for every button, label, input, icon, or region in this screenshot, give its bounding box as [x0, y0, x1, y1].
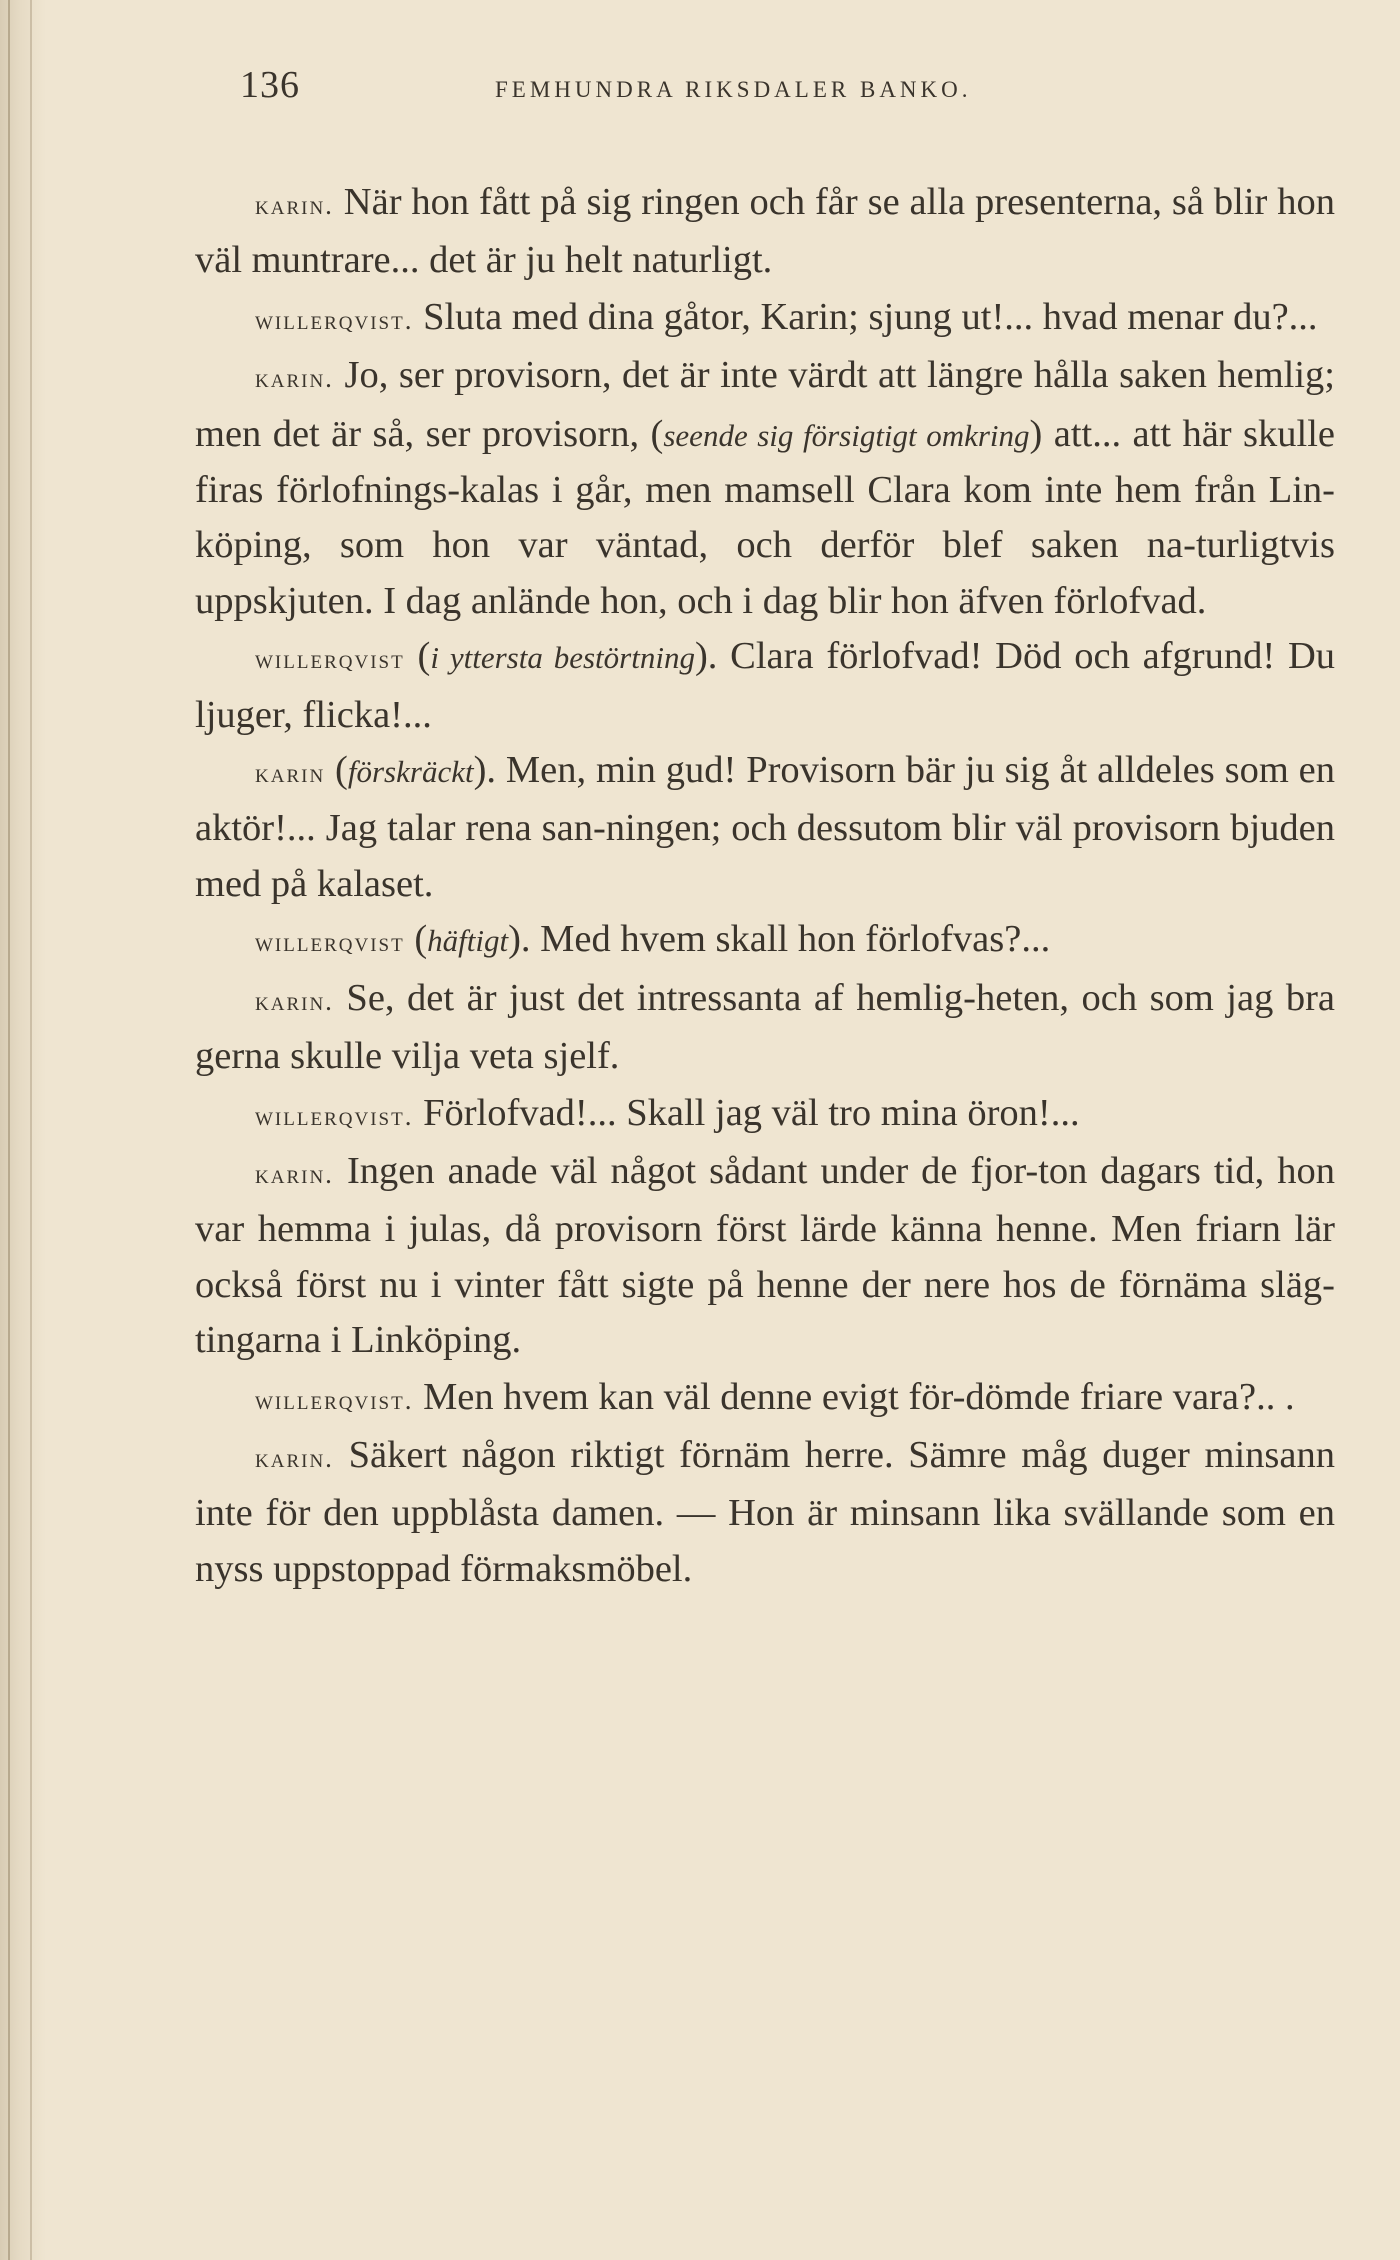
- speaker-name: karin.: [255, 985, 334, 1016]
- dialogue-text: (: [404, 635, 431, 678]
- dialogue-text: Se, det är just det intressanta af hemlig-heten, och som jag bra gerna skulle vilja veta sjelf.: [195, 976, 1335, 1078]
- gutter-edge-line: [30, 0, 32, 2260]
- dialogue-paragraph: [195, 971, 1335, 1086]
- speaker-name: willerqvist.: [255, 1384, 414, 1415]
- gutter-edge-line: [8, 0, 10, 2260]
- dialogue-paragraph: [195, 1428, 1335, 1598]
- dialogue-paragraph: [195, 629, 1335, 743]
- stage-direction: i yttersta bestörtning: [430, 640, 695, 676]
- speaker-name: willerqvist.: [255, 1100, 414, 1131]
- dialogue-text: ). Men, min gud! Provisorn bär ju sig åt alldeles som en aktör!... Jag talar rena san-ningen; och dessutom blir väl provisorn bjuden med på kalaset.: [195, 749, 1335, 905]
- stage-direction: seende sig försigtigt omkring: [663, 417, 1030, 453]
- page-number: 136: [240, 64, 300, 106]
- dialogue-paragraph: [195, 1086, 1335, 1144]
- page-gutter: [0, 0, 46, 2260]
- dialogue-text: ) att... att här skulle firas förlofnings-kalas i går, men mamsell Clara kom inte hem från Lin-köping, som hon var väntad, och derför blef saken na-turligtvis uppskjuten. I dag anlände hon, och i dag blir hon äfven förlofvad.: [195, 412, 1335, 622]
- dialogue-text: ). Clara förlofvad! Död och afgrund! Du ljuger, flicka!...: [195, 635, 1336, 736]
- speaker-name: karin.: [255, 363, 334, 394]
- dialogue-paragraph: [195, 912, 1335, 970]
- dialogue-paragraph: [195, 348, 1335, 629]
- speaker-name: karin.: [255, 1442, 334, 1473]
- dialogue-text: Sluta med dina gåtor, Karin; sjung ut!... hvad menar du?...: [413, 295, 1318, 338]
- dialogue-paragraph: [195, 290, 1335, 348]
- speaker-name: karin: [255, 758, 326, 789]
- dialogue-paragraph: [195, 175, 1335, 290]
- dialogue-text: Förlofvad!... Skall jag väl tro mina öron!...: [413, 1091, 1080, 1134]
- dialogue-text: När hon fått på sig ringen och får se alla presenterna, så blir hon väl muntrare... det är ju helt naturligt.: [195, 181, 1335, 282]
- running-head: [195, 55, 1335, 115]
- running-title: FEMHUNDRA RIKSDALER BANKO.: [495, 77, 972, 102]
- speaker-name: willerqvist: [255, 927, 405, 958]
- speaker-name: willerqvist: [255, 644, 405, 675]
- speaker-name: karin.: [255, 190, 334, 220]
- dialogue-paragraph: [195, 743, 1335, 912]
- dialogue-text: (: [325, 749, 348, 792]
- stage-direction: förskräckt: [347, 754, 474, 790]
- book-page: [195, 55, 1335, 1598]
- dialogue-text: Men hvem kan väl denne evigt för-dömde friare vara?.. .: [413, 1375, 1295, 1418]
- dialogue-text: ). Med hvem skall hon förlofvas?...: [508, 918, 1051, 961]
- speaker-name: karin.: [255, 1158, 334, 1189]
- dialogue-paragraph: [195, 1370, 1335, 1428]
- dialogue-text: Säkert någon riktigt förnäm herre. Sämre måg duger minsann inte för den uppblåsta damen. — Hon är minsann lika svällande som en nyss uppstoppad förmaksmöbel.: [195, 1433, 1335, 1590]
- speaker-name: willerqvist.: [255, 304, 414, 335]
- text-body: [195, 175, 1335, 1598]
- dialogue-paragraph: [195, 1144, 1335, 1370]
- stage-direction: häftigt: [427, 923, 509, 959]
- dialogue-text: Jo, ser provisorn, det är inte värdt att längre hålla saken hemlig; men det är så, ser provisorn, (: [195, 354, 1335, 455]
- dialogue-text: (: [404, 918, 428, 961]
- dialogue-text: Ingen anade väl något sådant under de fjor-ton dagars tid, hon var hemma i julas, då provisorn först lärde känna henne. Men friarn lär också först nu i vinter fått sigte på henne der nere hos de förnäma släg-tingarna i Linköping.: [195, 1149, 1335, 1362]
